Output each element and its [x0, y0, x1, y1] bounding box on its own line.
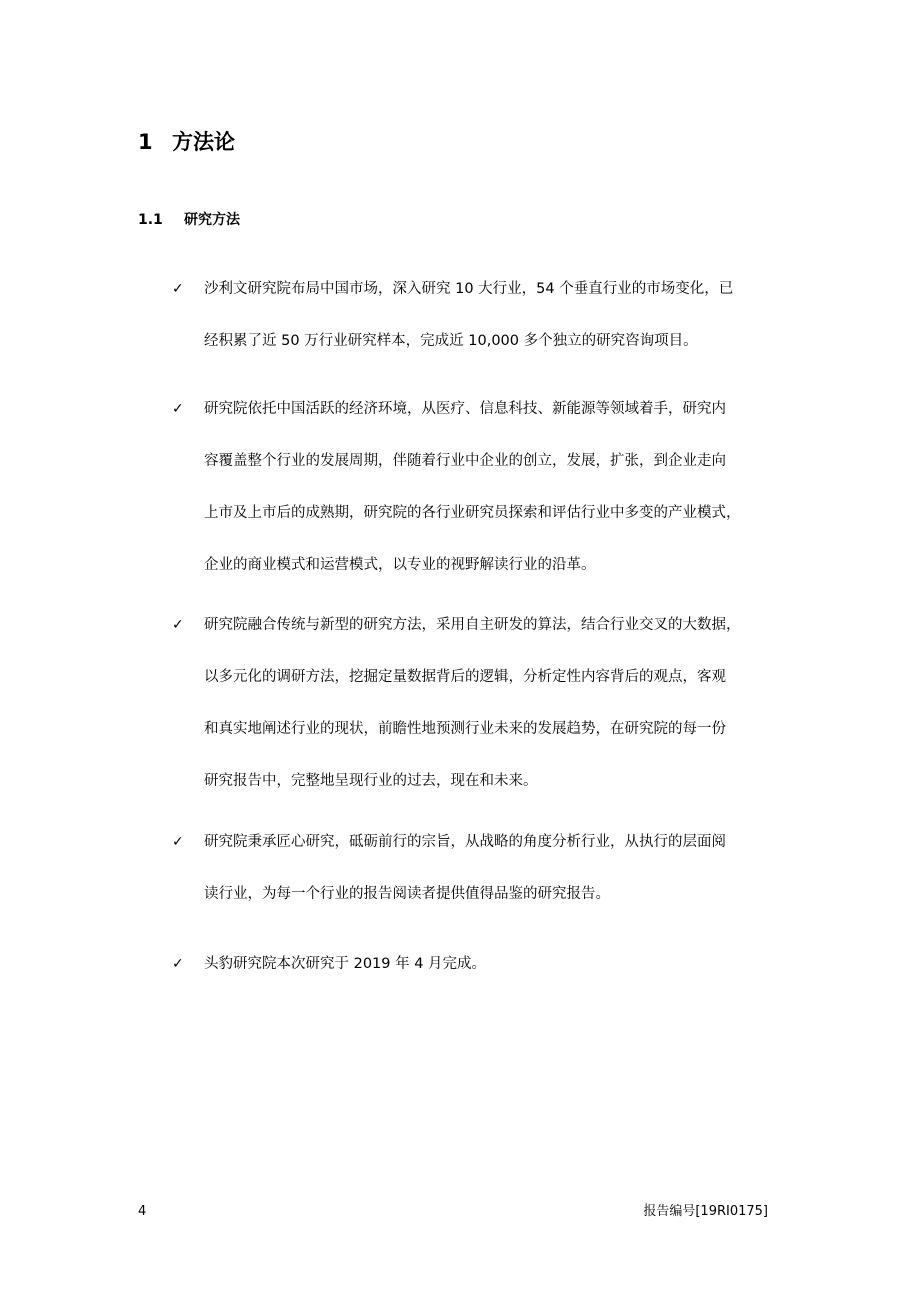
subsection-heading — [138, 208, 240, 232]
page-number: 4 — [138, 1204, 147, 1219]
bullet-text — [204, 613, 792, 793]
bullet-line: 研究报告中，完整地呈现行业的过去，现在和未来。 — [204, 773, 538, 789]
check-icon: ✓ — [172, 401, 184, 417]
bullet-text — [204, 397, 792, 577]
bullet-text — [204, 830, 792, 906]
bullet-line: 以多元化的调研方法，挖掘定量数据背后的逻辑，分析定性内容背后的观点，客观 — [204, 669, 726, 685]
bullet-line: 和真实地阐述行业的现状，前瞻性地预测行业未来的发展趋势，在研究院的每一份 — [204, 721, 726, 737]
section-number: 1 — [138, 130, 153, 154]
section-title: 方法论 — [172, 130, 235, 154]
check-icon: ✓ — [172, 617, 184, 633]
bullet-line: 上市及上市后的成熟期，研究院的各行业研究员探索和评估行业中多变的产业模式， — [204, 505, 741, 521]
bullet-text — [204, 952, 792, 976]
check-icon: ✓ — [172, 281, 184, 297]
section-heading — [138, 126, 235, 158]
bullet-line: 读行业，为每一个行业的报告阅读者提供值得品鉴的研究报告。 — [204, 886, 610, 902]
bullet-line: 研究院秉承匠心研究，砥砺前行的宗旨，从战略的角度分析行业，从执行的层面阅 — [204, 834, 726, 850]
bullet-line: 研究院依托中国活跃的经济环境，从医疗、信息科技、新能源等领域着手，研究内 — [204, 401, 726, 417]
bullet-line: 研究院融合传统与新型的研究方法，采用自主研发的算法，结合行业交叉的大数据， — [204, 617, 741, 633]
bullet-line: 容覆盖整个行业的发展周期，伴随着行业中企业的创立，发展，扩张，到企业走向 — [204, 453, 726, 469]
bullet-line: 沙利文研究院布局中国市场，深入研究 10 大行业，54 个垂直行业的市场变化，已 — [204, 281, 734, 297]
bullet-line: 头豹研究院本次研究于 2019 年 4 月完成。 — [204, 956, 487, 972]
subsection-title: 研究方法 — [184, 212, 240, 228]
bullet-line: 企业的商业模式和运营模式，以专业的视野解读行业的沿革。 — [204, 557, 596, 573]
check-icon: ✓ — [172, 834, 184, 850]
subsection-number: 1.1 — [138, 212, 163, 228]
bullet-text — [204, 277, 792, 353]
report-number: 报告编号[19RI0175] — [643, 1204, 768, 1219]
check-icon: ✓ — [172, 956, 184, 972]
bullet-line: 经积累了近 50 万行业研究样本，完成近 10,000 多个独立的研究咨询项目。 — [204, 333, 698, 349]
